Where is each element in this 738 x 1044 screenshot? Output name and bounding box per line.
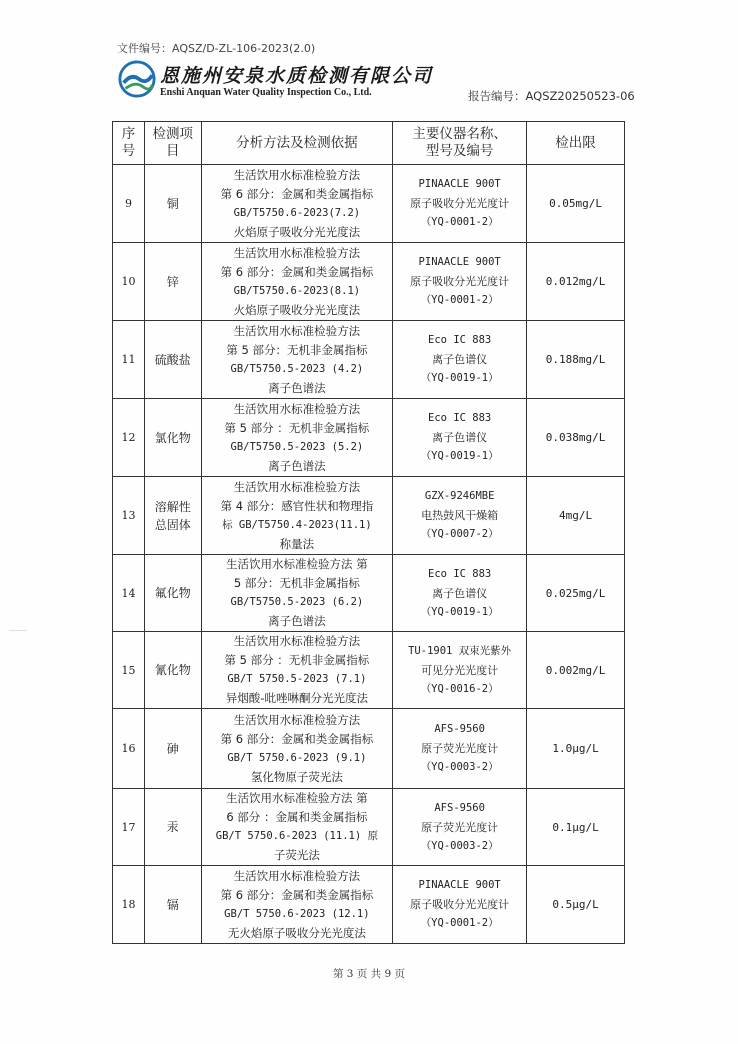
decorative-line (9, 630, 27, 631)
detection-limit: 0.002mg/L (527, 632, 625, 709)
header-limit: 检出限 (527, 122, 625, 165)
method-basis: 生活饮用水标准检验方法 第 5 部分 ：无机非金属指标 GB/T 5750.5-2023 (7.1) 异烟酸-吡唑啉酮分光光度法 (201, 632, 393, 709)
instrument-info: AFS-9560 原子荧光光度计 （YQ-0003-2） (393, 789, 527, 866)
table-row (113, 866, 625, 944)
test-item: 氯化物 (144, 399, 201, 477)
row-number: 12 (113, 399, 145, 477)
row-number: 16 (113, 709, 145, 789)
table-row (113, 243, 625, 321)
table-row (113, 789, 625, 866)
test-item: 汞 (144, 789, 201, 866)
detection-limit: 0.025mg/L (527, 555, 625, 632)
method-basis: 生活饮用水标准检验方法 第 5 部分：无机非金属指标 GB/T5750.5-2023 (4.2) 离子色谱法 (201, 321, 393, 399)
instrument-info: TU-1901 双束光紫外 可见分光光度计 （YQ-0016-2） (393, 632, 527, 709)
detection-limit: 0.012mg/L (527, 243, 625, 321)
method-table (112, 121, 625, 944)
stamp-edge-mark (727, 360, 735, 480)
detection-limit: 1.0μg/L (527, 709, 625, 789)
header-item: 检测项 目 (144, 122, 201, 165)
method-basis: 生活饮用水标准检验方法 第 5 部分：无机非金属指标 GB/T5750.5-2023 (6.2) 离子色谱法 (201, 555, 393, 632)
page-number: 第 3 页 共 9 页 (332, 968, 406, 980)
table-row (113, 555, 625, 632)
detection-limit: 4mg/L (527, 477, 625, 555)
test-item: 砷 (144, 709, 201, 789)
table-row (113, 321, 625, 399)
test-item: 铜 (144, 165, 201, 243)
instrument-info: Eco IC 883 离子色谱仪 （YQ-0019-1） (393, 555, 527, 632)
row-number: 13 (113, 477, 145, 555)
test-item: 溶解性 总固体 (144, 477, 201, 555)
method-basis: 生活饮用水标准检验方法 第 4 部分：感官性状和物理指 标 GB/T5750.4-2023(11.1) 称量法 (201, 477, 393, 555)
test-item: 镉 (144, 866, 201, 944)
company-logo-icon (118, 60, 156, 98)
table-row (113, 632, 625, 709)
method-basis: 生活饮用水标准检验方法 第 6 部分：金属和类金属指标 GB/T5750.6-2023(8.1) 火焰原子吸收分光光度法 (201, 243, 393, 321)
method-basis: 生活饮用水标准检验方法 第 6 部分：金属和类金属指标 GB/T5750.6-2023(7.2) 火焰原子吸收分光光度法 (201, 165, 393, 243)
header-no: 序 号 (113, 122, 145, 165)
header-instrument: 主要仪器名称、 型号及编号 (393, 122, 527, 165)
row-number: 18 (113, 866, 145, 944)
row-number: 15 (113, 632, 145, 709)
row-number: 9 (113, 165, 145, 243)
company-name-cn: 恩施州安泉水质检测有限公司 (160, 65, 434, 87)
table-header-row (113, 122, 625, 165)
table-row (113, 477, 625, 555)
detection-limit: 0.05mg/L (527, 165, 625, 243)
test-item: 氰化物 (144, 632, 201, 709)
row-number: 14 (113, 555, 145, 632)
method-basis: 生活饮用水标准检验方法 第 6 部分：金属和类金属指标 GB/T 5750.6-2023 (9.1) 氢化物原子荧光法 (201, 709, 393, 789)
header-method: 分析方法及检测依据 (201, 122, 393, 165)
detection-limit: 0.038mg/L (527, 399, 625, 477)
instrument-info: PINAACLE 900T 原子吸收分光光度计 （YQ-0001-2） (393, 243, 527, 321)
detection-limit: 0.5μg/L (527, 866, 625, 944)
instrument-info: GZX-9246MBE 电热鼓风干燥箱 （YQ-0007-2） (393, 477, 527, 555)
test-item: 硫酸盐 (144, 321, 201, 399)
method-basis: 生活饮用水标准检验方法 第 5 部分 ：无机非金属指标 GB/T5750.5-2023 (5.2) 离子色谱法 (201, 399, 393, 477)
method-basis: 生活饮用水标准检验方法 第 6 部分：金属和类金属指标 GB/T 5750.6-2023 (12.1) 无火焰原子吸收分光光度法 (201, 866, 393, 944)
detection-limit: 0.1μg/L (527, 789, 625, 866)
instrument-info: Eco IC 883 离子色谱仪 （YQ-0019-1） (393, 321, 527, 399)
test-item: 氟化物 (144, 555, 201, 632)
table-row (113, 165, 625, 243)
file-number: 文件编号：AQSZ/D-ZL-106-2023(2.0) (117, 42, 316, 55)
instrument-info: AFS-9560 原子荧光光度计 （YQ-0003-2） (393, 709, 527, 789)
report-number: 报告编号：AQSZ20250523-06 (468, 89, 635, 103)
instrument-info: Eco IC 883 离子色谱仪 （YQ-0019-1） (393, 399, 527, 477)
detection-limit: 0.188mg/L (527, 321, 625, 399)
method-basis: 生活饮用水标准检验方法 第 6 部分 ：金属和类金属指标 GB/T 5750.6-2023 (11.1) 原 子荧光法 (201, 789, 393, 866)
test-item: 锌 (144, 243, 201, 321)
table-row (113, 399, 625, 477)
table-row (113, 709, 625, 789)
row-number: 10 (113, 243, 145, 321)
instrument-info: PINAACLE 900T 原子吸收分光光度计 （YQ-0001-2） (393, 165, 527, 243)
row-number: 17 (113, 789, 145, 866)
row-number: 11 (113, 321, 145, 399)
instrument-info: PINAACLE 900T 原子吸收分光光度计 （YQ-0001-2） (393, 866, 527, 944)
company-name-en: Enshi Anquan Water Quality Inspection Co., Ltd. (160, 87, 372, 98)
